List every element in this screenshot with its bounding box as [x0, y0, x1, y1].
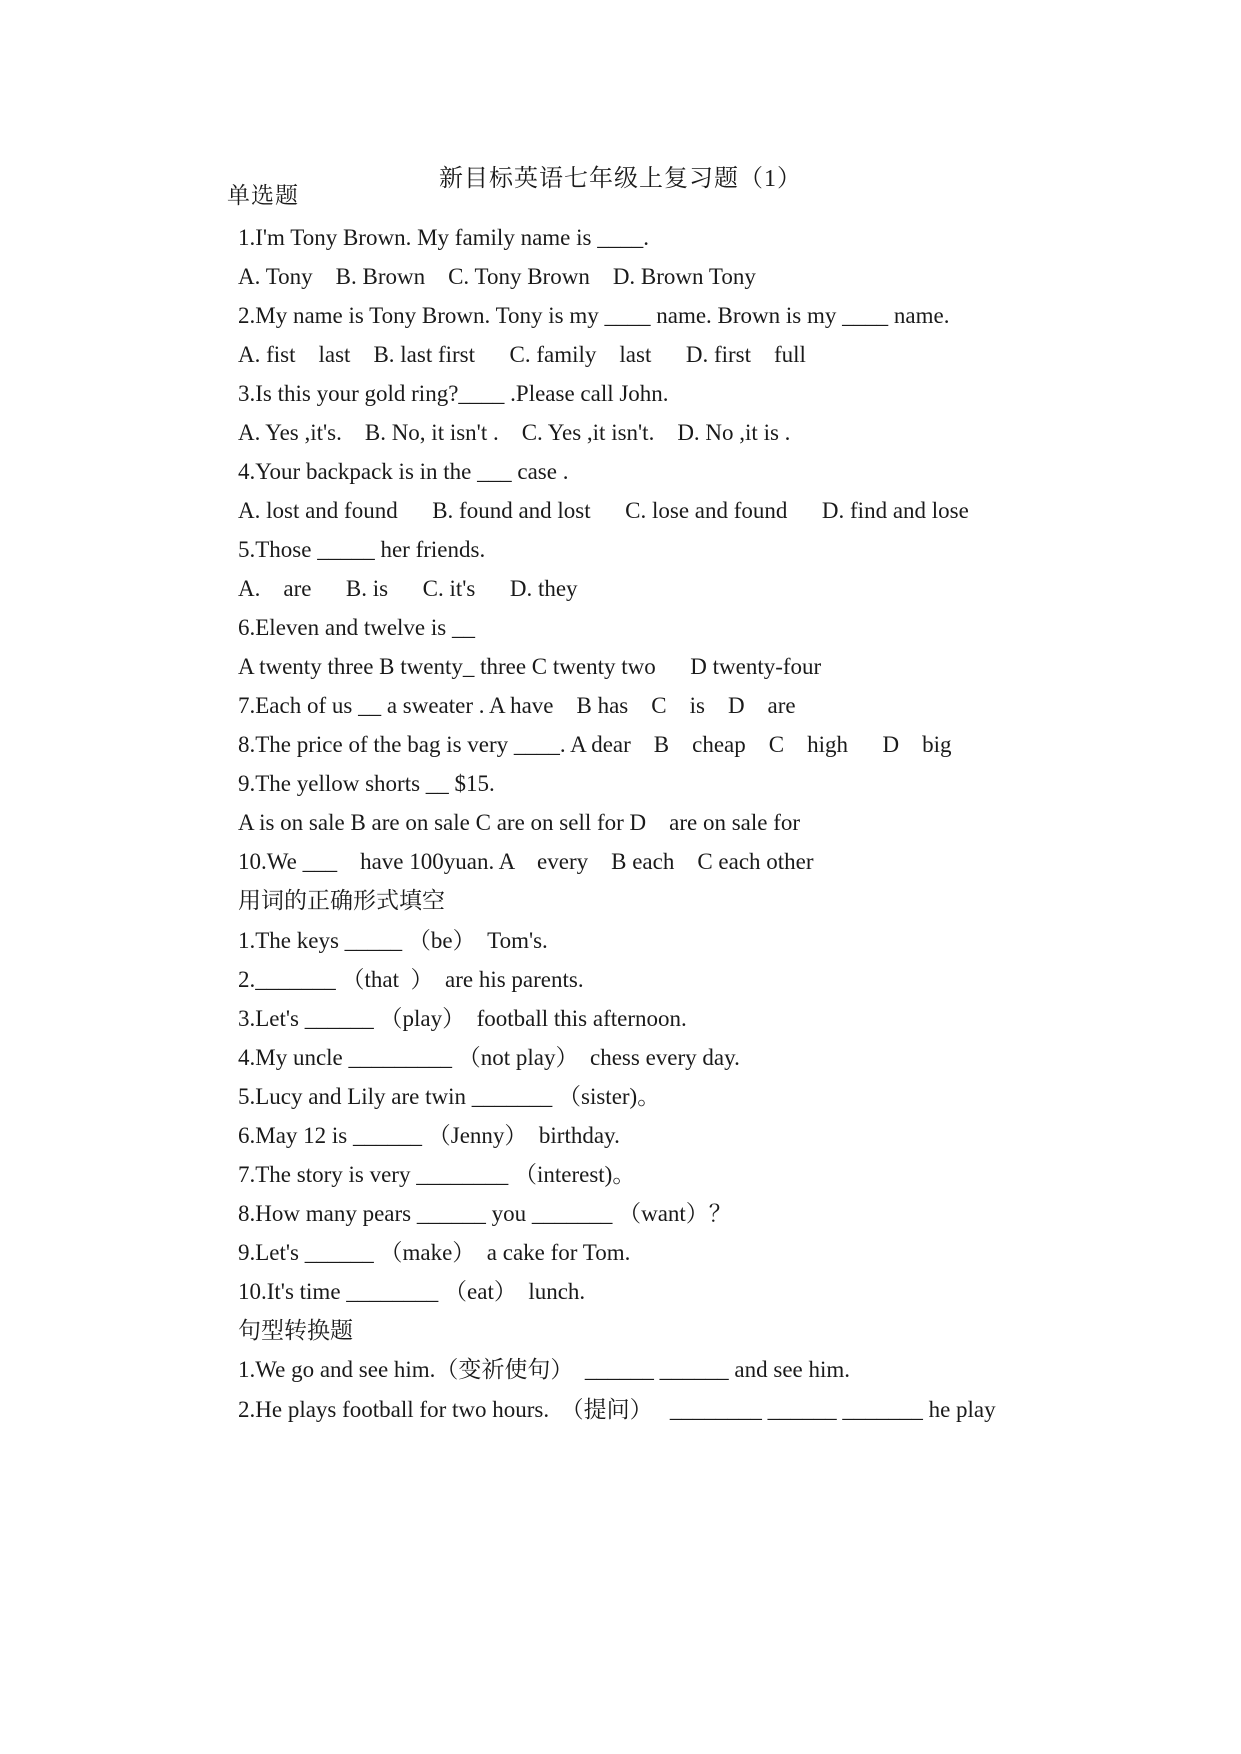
fill-blank-line: 5.Lucy and Lily are twin _______ （sister)。 [238, 1084, 661, 1109]
question-line: 8.The price of the bag is very ____. A dear B cheap C high D big [238, 732, 952, 757]
question-line: 6.Eleven and twelve is __ [238, 615, 475, 640]
transform-line: 1.We go and see him.（变祈使句） ______ ______ and see him. [238, 1357, 851, 1382]
fill-blank-line: 1.The keys _____ （be） Tom's. [238, 928, 548, 953]
options-line: A. are B. is C. it's D. they [238, 576, 578, 601]
options-line: A. fist last B. last first C. family last D. first full [238, 342, 806, 367]
fill-blank-line: 2._______ （that ） are his parents. [238, 967, 584, 992]
question-line: 2.My name is Tony Brown. Tony is my ____ name. Brown is my ____ name. [238, 303, 950, 328]
question-line: 3.Is this your gold ring?____ .Please call John. [238, 381, 669, 406]
section-heading-sentence-transform: 句型转换题 [238, 1318, 353, 1343]
fill-blank-line: 3.Let's ______ （play） football this afternoon. [238, 1006, 687, 1031]
fill-blank-line: 6.May 12 is ______ （Jenny） birthday. [238, 1123, 620, 1148]
question-line: 1.I'm Tony Brown. My family name is ____. [238, 225, 649, 250]
fill-blank-line: 7.The story is very ________ （interest)。 [238, 1162, 636, 1187]
options-line: A. Tony B. Brown C. Tony Brown D. Brown Tony [238, 264, 756, 289]
fill-blank-line: 4.My uncle _________ （not play） chess every day. [238, 1045, 740, 1070]
question-line: 5.Those _____ her friends. [238, 537, 486, 562]
question-line: 7.Each of us __ a sweater . A have B has C is D are [238, 693, 796, 718]
question-line: 10.We ___ have 100yuan. A every B each C each other [238, 849, 814, 874]
options-line: A is on sale B are on sale C are on sell for D are on sale for [238, 810, 801, 835]
fill-blank-line: 10.It's time ________ （eat） lunch. [238, 1279, 586, 1304]
options-line: A. Yes ,it's. B. No, it isn't . C. Yes ,it isn't. D. No ,it is . [238, 420, 791, 445]
section-heading-single-choice: 单选题 [227, 183, 299, 208]
options-line: A twenty three B twenty_ three C twenty two D twenty-four [238, 654, 822, 679]
document-title: 新目标英语七年级上复习题（1） [439, 166, 802, 192]
question-line: 4.Your backpack is in the ___ case . [238, 459, 569, 484]
transform-line: 2.He plays football for two hours. （提问） ________ ______ _______ he play [238, 1397, 996, 1422]
section-heading-word-forms: 用词的正确形式填空 [238, 888, 445, 913]
question-line: 9.The yellow shorts __ $15. [238, 771, 495, 796]
fill-blank-line: 9.Let's ______ （make） a cake for Tom. [238, 1240, 631, 1265]
options-line: A. lost and found B. found and lost C. lose and found D. find and lose [238, 498, 969, 523]
fill-blank-line: 8.How many pears ______ you _______ （want）？ [238, 1201, 732, 1226]
